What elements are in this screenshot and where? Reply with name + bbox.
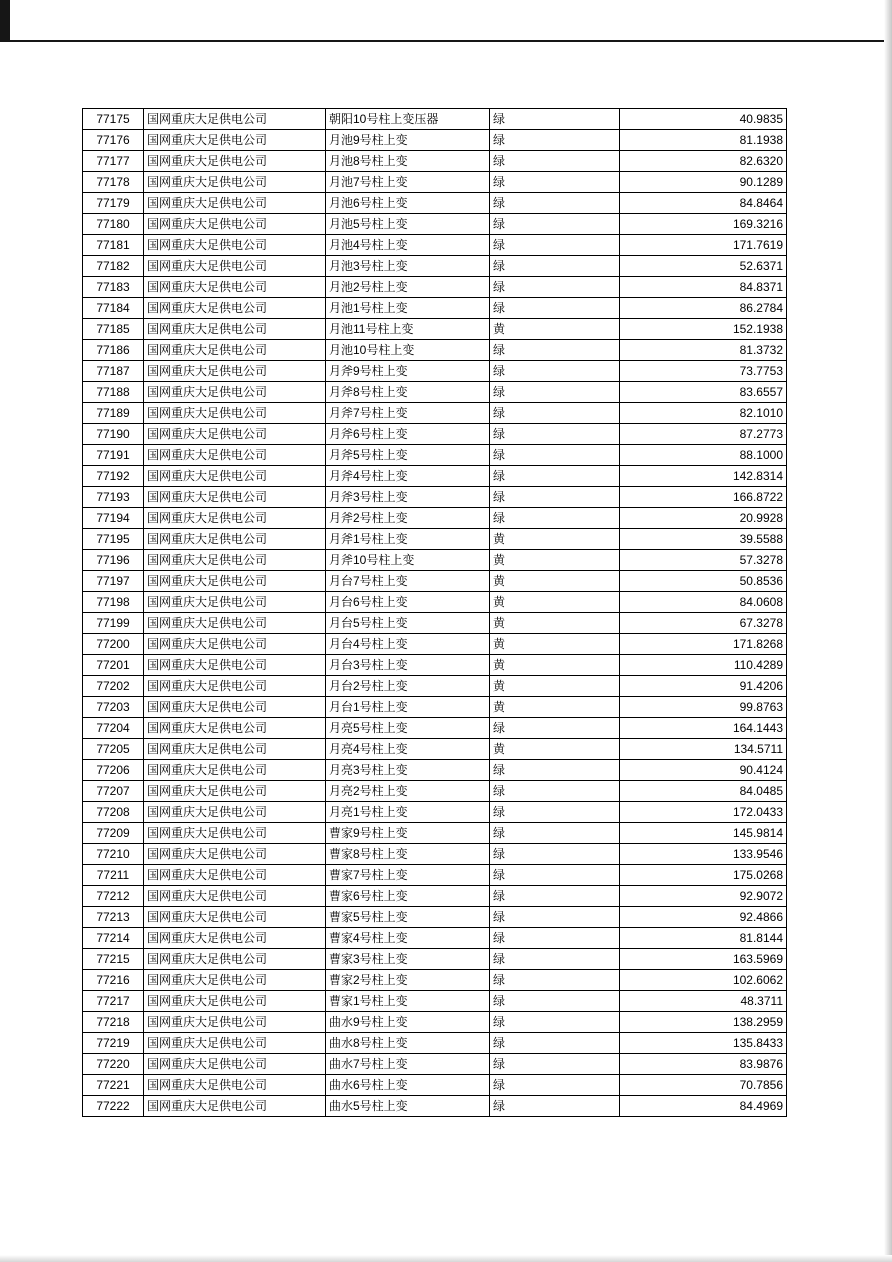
cell-status: 绿 (490, 445, 620, 466)
cell-value: 102.6062 (620, 970, 787, 991)
cell-company: 国网重庆大足供电公司 (144, 382, 326, 403)
cell-value: 142.8314 (620, 466, 787, 487)
cell-company: 国网重庆大足供电公司 (144, 802, 326, 823)
table-row (83, 949, 787, 970)
cell-id: 77216 (83, 970, 144, 991)
cell-id: 77215 (83, 949, 144, 970)
cell-company: 国网重庆大足供电公司 (144, 298, 326, 319)
bottom-edge-shadow (0, 1255, 892, 1262)
cell-device: 月亮2号柱上变 (326, 781, 490, 802)
cell-status: 绿 (490, 949, 620, 970)
cell-company: 国网重庆大足供电公司 (144, 319, 326, 340)
cell-value: 81.8144 (620, 928, 787, 949)
cell-status: 绿 (490, 109, 620, 130)
cell-company: 国网重庆大足供电公司 (144, 508, 326, 529)
cell-company: 国网重庆大足供电公司 (144, 634, 326, 655)
cell-status: 黄 (490, 592, 620, 613)
cell-id: 77183 (83, 277, 144, 298)
cell-status: 绿 (490, 424, 620, 445)
cell-value: 99.8763 (620, 697, 787, 718)
cell-value: 84.8371 (620, 277, 787, 298)
cell-status: 绿 (490, 1075, 620, 1096)
cell-id: 77191 (83, 445, 144, 466)
cell-value: 88.1000 (620, 445, 787, 466)
cell-device: 月台6号柱上变 (326, 592, 490, 613)
table-row (83, 151, 787, 172)
cell-company: 国网重庆大足供电公司 (144, 655, 326, 676)
cell-id: 77199 (83, 613, 144, 634)
cell-id: 77188 (83, 382, 144, 403)
cell-status: 绿 (490, 1012, 620, 1033)
cell-value: 175.0268 (620, 865, 787, 886)
table-row (83, 907, 787, 928)
cell-device: 曲水7号柱上变 (326, 1054, 490, 1075)
table-row (83, 466, 787, 487)
cell-company: 国网重庆大足供电公司 (144, 676, 326, 697)
cell-status: 绿 (490, 781, 620, 802)
cell-id: 77221 (83, 1075, 144, 1096)
cell-device: 月池6号柱上变 (326, 193, 490, 214)
table-row (83, 235, 787, 256)
table-row (83, 592, 787, 613)
cell-value: 133.9546 (620, 844, 787, 865)
cell-device: 月池1号柱上变 (326, 298, 490, 319)
cell-status: 绿 (490, 928, 620, 949)
cell-status: 绿 (490, 382, 620, 403)
table-row (83, 571, 787, 592)
cell-value: 83.9876 (620, 1054, 787, 1075)
cell-id: 77175 (83, 109, 144, 130)
cell-device: 曹家1号柱上变 (326, 991, 490, 1012)
cell-status: 绿 (490, 256, 620, 277)
cell-device: 月斧1号柱上变 (326, 529, 490, 550)
cell-status: 绿 (490, 718, 620, 739)
cell-device: 曲水6号柱上变 (326, 1075, 490, 1096)
cell-value: 83.6557 (620, 382, 787, 403)
cell-device: 月斧2号柱上变 (326, 508, 490, 529)
table-row (83, 781, 787, 802)
cell-status: 绿 (490, 487, 620, 508)
cell-id: 77196 (83, 550, 144, 571)
table-row (83, 886, 787, 907)
table-row (83, 1075, 787, 1096)
cell-status: 黄 (490, 634, 620, 655)
cell-device: 月池9号柱上变 (326, 130, 490, 151)
cell-value: 82.1010 (620, 403, 787, 424)
cell-id: 77182 (83, 256, 144, 277)
cell-company: 国网重庆大足供电公司 (144, 403, 326, 424)
cell-device: 曹家5号柱上变 (326, 907, 490, 928)
cell-value: 152.1938 (620, 319, 787, 340)
cell-company: 国网重庆大足供电公司 (144, 529, 326, 550)
cell-status: 绿 (490, 1096, 620, 1117)
table-row (83, 424, 787, 445)
cell-device: 月斧10号柱上变 (326, 550, 490, 571)
table-row (83, 1033, 787, 1054)
cell-company: 国网重庆大足供电公司 (144, 1075, 326, 1096)
cell-status: 绿 (490, 508, 620, 529)
cell-value: 39.5588 (620, 529, 787, 550)
cell-status: 绿 (490, 214, 620, 235)
table-row (83, 823, 787, 844)
cell-device: 曹家3号柱上变 (326, 949, 490, 970)
cell-id: 77201 (83, 655, 144, 676)
cell-status: 绿 (490, 172, 620, 193)
cell-status: 绿 (490, 130, 620, 151)
cell-value: 84.8464 (620, 193, 787, 214)
cell-id: 77203 (83, 697, 144, 718)
cell-device: 月斧9号柱上变 (326, 361, 490, 382)
cell-company: 国网重庆大足供电公司 (144, 445, 326, 466)
cell-company: 国网重庆大足供电公司 (144, 844, 326, 865)
table-row (83, 403, 787, 424)
cell-id: 77176 (83, 130, 144, 151)
cell-device: 月池10号柱上变 (326, 340, 490, 361)
cell-id: 77207 (83, 781, 144, 802)
cell-status: 黄 (490, 676, 620, 697)
cell-value: 169.3216 (620, 214, 787, 235)
table-row (83, 1054, 787, 1075)
table-row (83, 214, 787, 235)
cell-status: 黄 (490, 739, 620, 760)
cell-device: 月台1号柱上变 (326, 697, 490, 718)
cell-device: 月池7号柱上变 (326, 172, 490, 193)
cell-status: 黄 (490, 529, 620, 550)
cell-id: 77184 (83, 298, 144, 319)
cell-id: 77190 (83, 424, 144, 445)
table-body (83, 109, 787, 1117)
cell-id: 77214 (83, 928, 144, 949)
cell-device: 曹家9号柱上变 (326, 823, 490, 844)
cell-device: 月池4号柱上变 (326, 235, 490, 256)
cell-device: 曹家7号柱上变 (326, 865, 490, 886)
cell-value: 48.3711 (620, 991, 787, 1012)
cell-value: 138.2959 (620, 1012, 787, 1033)
table-row (83, 277, 787, 298)
cell-id: 77192 (83, 466, 144, 487)
cell-device: 曲水5号柱上变 (326, 1096, 490, 1117)
cell-company: 国网重庆大足供电公司 (144, 886, 326, 907)
cell-id: 77193 (83, 487, 144, 508)
table-row (83, 928, 787, 949)
cell-id: 77208 (83, 802, 144, 823)
cell-id: 77218 (83, 1012, 144, 1033)
cell-status: 绿 (490, 235, 620, 256)
cell-device: 朝阳10号柱上变压器 (326, 109, 490, 130)
cell-value: 163.5969 (620, 949, 787, 970)
table-row (83, 1012, 787, 1033)
cell-device: 月斧6号柱上变 (326, 424, 490, 445)
cell-company: 国网重庆大足供电公司 (144, 172, 326, 193)
cell-device: 月亮1号柱上变 (326, 802, 490, 823)
cell-value: 81.1938 (620, 130, 787, 151)
cell-device: 月台7号柱上变 (326, 571, 490, 592)
cell-company: 国网重庆大足供电公司 (144, 1096, 326, 1117)
cell-status: 绿 (490, 970, 620, 991)
cell-value: 145.9814 (620, 823, 787, 844)
top-left-corner-mark (0, 0, 10, 42)
cell-id: 77177 (83, 151, 144, 172)
cell-value: 57.3278 (620, 550, 787, 571)
cell-device: 月池11号柱上变 (326, 319, 490, 340)
cell-company: 国网重庆大足供电公司 (144, 823, 326, 844)
cell-company: 国网重庆大足供电公司 (144, 361, 326, 382)
cell-device: 月斧3号柱上变 (326, 487, 490, 508)
cell-status: 绿 (490, 1033, 620, 1054)
cell-id: 77209 (83, 823, 144, 844)
table-row (83, 970, 787, 991)
cell-value: 73.7753 (620, 361, 787, 382)
cell-company: 国网重庆大足供电公司 (144, 697, 326, 718)
cell-id: 77181 (83, 235, 144, 256)
cell-status: 绿 (490, 802, 620, 823)
cell-device: 月池8号柱上变 (326, 151, 490, 172)
cell-id: 77200 (83, 634, 144, 655)
cell-id: 77205 (83, 739, 144, 760)
table-row (83, 697, 787, 718)
cell-status: 绿 (490, 865, 620, 886)
table-row (83, 109, 787, 130)
cell-id: 77217 (83, 991, 144, 1012)
cell-device: 月斧8号柱上变 (326, 382, 490, 403)
cell-status: 黄 (490, 613, 620, 634)
cell-id: 77213 (83, 907, 144, 928)
cell-company: 国网重庆大足供电公司 (144, 739, 326, 760)
cell-value: 84.0485 (620, 781, 787, 802)
cell-company: 国网重庆大足供电公司 (144, 256, 326, 277)
table-row (83, 529, 787, 550)
cell-value: 90.4124 (620, 760, 787, 781)
cell-id: 77212 (83, 886, 144, 907)
cell-id: 77211 (83, 865, 144, 886)
cell-value: 87.2773 (620, 424, 787, 445)
cell-id: 77180 (83, 214, 144, 235)
cell-value: 171.7619 (620, 235, 787, 256)
cell-company: 国网重庆大足供电公司 (144, 718, 326, 739)
cell-company: 国网重庆大足供电公司 (144, 109, 326, 130)
cell-value: 82.6320 (620, 151, 787, 172)
cell-device: 月台4号柱上变 (326, 634, 490, 655)
cell-company: 国网重庆大足供电公司 (144, 907, 326, 928)
cell-device: 曹家2号柱上变 (326, 970, 490, 991)
cell-device: 曹家8号柱上变 (326, 844, 490, 865)
cell-company: 国网重庆大足供电公司 (144, 424, 326, 445)
cell-status: 黄 (490, 319, 620, 340)
top-horizontal-rule (0, 40, 892, 42)
cell-company: 国网重庆大足供电公司 (144, 487, 326, 508)
cell-company: 国网重庆大足供电公司 (144, 130, 326, 151)
cell-id: 77186 (83, 340, 144, 361)
cell-id: 77187 (83, 361, 144, 382)
table-row (83, 844, 787, 865)
table-row (83, 172, 787, 193)
cell-id: 77210 (83, 844, 144, 865)
table-row (83, 550, 787, 571)
cell-company: 国网重庆大足供电公司 (144, 1054, 326, 1075)
cell-value: 84.0608 (620, 592, 787, 613)
cell-value: 52.6371 (620, 256, 787, 277)
table-row (83, 256, 787, 277)
cell-company: 国网重庆大足供电公司 (144, 991, 326, 1012)
cell-company: 国网重庆大足供电公司 (144, 781, 326, 802)
cell-company: 国网重庆大足供电公司 (144, 1012, 326, 1033)
cell-value: 20.9928 (620, 508, 787, 529)
cell-value: 171.8268 (620, 634, 787, 655)
cell-status: 绿 (490, 760, 620, 781)
cell-company: 国网重庆大足供电公司 (144, 466, 326, 487)
table-row (83, 634, 787, 655)
cell-company: 国网重庆大足供电公司 (144, 760, 326, 781)
table-row (83, 361, 787, 382)
cell-device: 月亮5号柱上变 (326, 718, 490, 739)
table-row (83, 487, 787, 508)
cell-status: 绿 (490, 361, 620, 382)
cell-company: 国网重庆大足供电公司 (144, 949, 326, 970)
cell-device: 曹家4号柱上变 (326, 928, 490, 949)
cell-value: 92.4866 (620, 907, 787, 928)
table-row (83, 508, 787, 529)
cell-company: 国网重庆大足供电公司 (144, 550, 326, 571)
cell-company: 国网重庆大足供电公司 (144, 1033, 326, 1054)
table-row (83, 298, 787, 319)
cell-value: 135.8433 (620, 1033, 787, 1054)
cell-id: 77195 (83, 529, 144, 550)
table-row (83, 655, 787, 676)
cell-value: 90.1289 (620, 172, 787, 193)
cell-device: 月斧7号柱上变 (326, 403, 490, 424)
cell-device: 月池3号柱上变 (326, 256, 490, 277)
cell-id: 77194 (83, 508, 144, 529)
cell-device: 月池5号柱上变 (326, 214, 490, 235)
cell-device: 曲水8号柱上变 (326, 1033, 490, 1054)
cell-id: 77222 (83, 1096, 144, 1117)
cell-company: 国网重庆大足供电公司 (144, 865, 326, 886)
data-table (82, 108, 787, 1117)
table-row (83, 1096, 787, 1117)
cell-id: 77219 (83, 1033, 144, 1054)
cell-company: 国网重庆大足供电公司 (144, 193, 326, 214)
cell-company: 国网重庆大足供电公司 (144, 928, 326, 949)
cell-id: 77202 (83, 676, 144, 697)
cell-company: 国网重庆大足供电公司 (144, 571, 326, 592)
cell-status: 绿 (490, 1054, 620, 1075)
table-row (83, 382, 787, 403)
cell-device: 月台5号柱上变 (326, 613, 490, 634)
cell-company: 国网重庆大足供电公司 (144, 340, 326, 361)
cell-id: 77220 (83, 1054, 144, 1075)
cell-id: 77179 (83, 193, 144, 214)
cell-device: 月斧4号柱上变 (326, 466, 490, 487)
cell-id: 77206 (83, 760, 144, 781)
cell-status: 绿 (490, 151, 620, 172)
cell-id: 77198 (83, 592, 144, 613)
cell-id: 77189 (83, 403, 144, 424)
cell-id: 77178 (83, 172, 144, 193)
cell-id: 77204 (83, 718, 144, 739)
cell-id: 77185 (83, 319, 144, 340)
cell-value: 84.4969 (620, 1096, 787, 1117)
cell-value: 81.3732 (620, 340, 787, 361)
cell-device: 月亮3号柱上变 (326, 760, 490, 781)
cell-status: 黄 (490, 697, 620, 718)
cell-company: 国网重庆大足供电公司 (144, 235, 326, 256)
cell-value: 172.0433 (620, 802, 787, 823)
cell-company: 国网重庆大足供电公司 (144, 970, 326, 991)
cell-value: 40.9835 (620, 109, 787, 130)
right-edge-shadow (884, 0, 892, 1262)
table-row (83, 760, 787, 781)
cell-status: 绿 (490, 844, 620, 865)
cell-device: 月台2号柱上变 (326, 676, 490, 697)
cell-value: 164.1443 (620, 718, 787, 739)
cell-company: 国网重庆大足供电公司 (144, 613, 326, 634)
cell-device: 月台3号柱上变 (326, 655, 490, 676)
cell-company: 国网重庆大足供电公司 (144, 277, 326, 298)
table-row (83, 340, 787, 361)
table-row (83, 130, 787, 151)
table-row (83, 193, 787, 214)
cell-company: 国网重庆大足供电公司 (144, 151, 326, 172)
cell-status: 绿 (490, 466, 620, 487)
cell-device: 曲水9号柱上变 (326, 1012, 490, 1033)
cell-company: 国网重庆大足供电公司 (144, 214, 326, 235)
table-row (83, 676, 787, 697)
table-row (83, 865, 787, 886)
cell-status: 绿 (490, 991, 620, 1012)
cell-status: 黄 (490, 550, 620, 571)
cell-status: 黄 (490, 571, 620, 592)
table-row (83, 739, 787, 760)
cell-status: 绿 (490, 340, 620, 361)
cell-id: 77197 (83, 571, 144, 592)
cell-value: 92.9072 (620, 886, 787, 907)
cell-status: 黄 (490, 655, 620, 676)
cell-value: 166.8722 (620, 487, 787, 508)
cell-value: 67.3278 (620, 613, 787, 634)
cell-status: 绿 (490, 403, 620, 424)
table-row (83, 991, 787, 1012)
cell-status: 绿 (490, 823, 620, 844)
cell-status: 绿 (490, 886, 620, 907)
table-row (83, 718, 787, 739)
cell-company: 国网重庆大足供电公司 (144, 592, 326, 613)
cell-status: 绿 (490, 277, 620, 298)
cell-device: 月斧5号柱上变 (326, 445, 490, 466)
cell-value: 110.4289 (620, 655, 787, 676)
cell-status: 绿 (490, 193, 620, 214)
cell-device: 月亮4号柱上变 (326, 739, 490, 760)
cell-device: 曹家6号柱上变 (326, 886, 490, 907)
table-row (83, 319, 787, 340)
cell-value: 134.5711 (620, 739, 787, 760)
cell-value: 70.7856 (620, 1075, 787, 1096)
table-row (83, 613, 787, 634)
cell-value: 86.2784 (620, 298, 787, 319)
table-row (83, 802, 787, 823)
cell-status: 绿 (490, 298, 620, 319)
cell-device: 月池2号柱上变 (326, 277, 490, 298)
cell-value: 91.4206 (620, 676, 787, 697)
cell-value: 50.8536 (620, 571, 787, 592)
table-row (83, 445, 787, 466)
cell-status: 绿 (490, 907, 620, 928)
